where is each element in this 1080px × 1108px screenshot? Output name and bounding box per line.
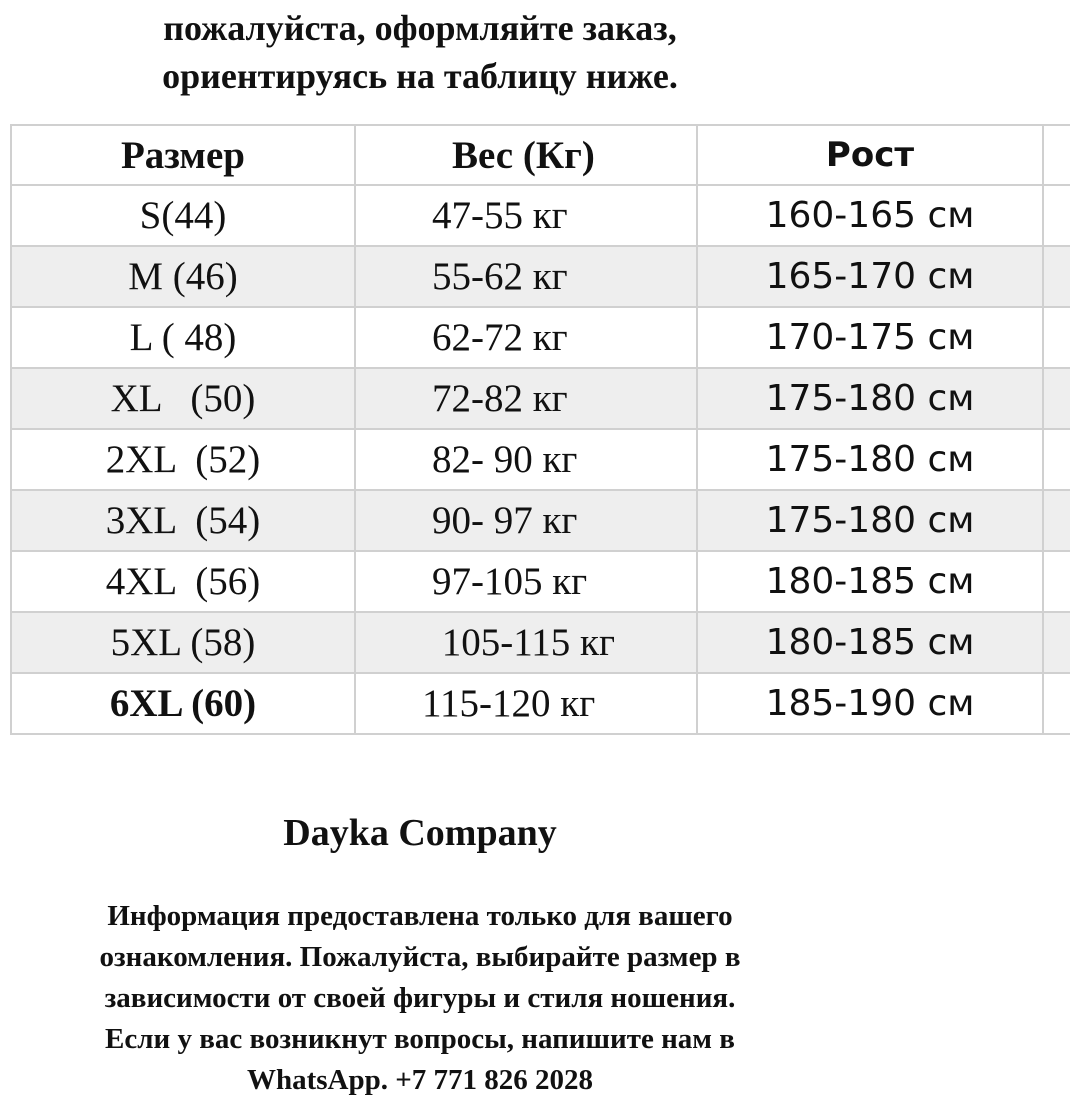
intro-line-1: пожалуйста, оформляйте заказ, — [163, 8, 677, 48]
weight-cell: 47-55 кг — [355, 185, 697, 246]
table-row — [11, 673, 1070, 734]
table-row — [11, 246, 1070, 307]
extra-cell — [1043, 185, 1070, 246]
size-cell: 4XL (56) — [11, 551, 355, 612]
note-line-1: Информация предоставлена только для вашего — [107, 900, 733, 932]
extra-cell — [1043, 368, 1070, 429]
weight-cell: 62-72 кг — [355, 307, 697, 368]
table-row — [11, 368, 1070, 429]
note-line-5: WhatsApp. +7 771 826 2028 — [246, 1064, 594, 1096]
size-cell: XL (50) — [11, 368, 355, 429]
size-cell: 3XL (54) — [11, 490, 355, 551]
header-weight: Вес (Кг) — [355, 125, 697, 185]
extra-cell — [1043, 612, 1070, 673]
table-row — [11, 612, 1070, 673]
weight-cell: 105-115 кг — [355, 612, 697, 673]
height-cell: 170-175 см — [697, 307, 1043, 368]
weight-cell: 90- 97 кг — [355, 490, 697, 551]
note-line-4: Если у вас возникнут вопросы, напишите нам в — [105, 1023, 735, 1055]
extra-cell — [1043, 551, 1070, 612]
size-table — [10, 124, 1070, 735]
size-cell: 5XL (58) — [11, 612, 355, 673]
weight-cell: 72-82 кг — [355, 368, 697, 429]
note-line-3: зависимости от своей фигуры и стиля ношения. — [104, 982, 736, 1014]
table-row — [11, 490, 1070, 551]
height-cell: 180-185 см — [697, 612, 1043, 673]
height-cell: 175-180 см — [697, 368, 1043, 429]
table-row — [11, 551, 1070, 612]
table-header-row — [11, 125, 1070, 185]
header-extra-column — [1043, 125, 1070, 185]
height-cell: 160-165 см — [697, 185, 1043, 246]
intro-line-2: ориентируясь на таблицу ниже. — [162, 56, 678, 96]
height-cell: 165-170 см — [697, 246, 1043, 307]
size-cell: M (46) — [11, 246, 355, 307]
table-row — [11, 429, 1070, 490]
size-cell: S(44) — [11, 185, 355, 246]
height-cell: 175-180 см — [697, 429, 1043, 490]
height-cell: 180-185 см — [697, 551, 1043, 612]
table-row — [11, 307, 1070, 368]
weight-cell: 115-120 кг — [355, 673, 697, 734]
note-line-2: ознакомления. Пожалуйста, выбирайте размер в — [99, 941, 741, 973]
height-cell: 175-180 см — [697, 490, 1043, 551]
extra-cell — [1043, 490, 1070, 551]
extra-cell — [1043, 307, 1070, 368]
weight-cell: 82- 90 кг — [355, 429, 697, 490]
header-height: Рост — [697, 125, 1043, 185]
table-row — [11, 185, 1070, 246]
size-cell: L ( 48) — [11, 307, 355, 368]
extra-cell — [1043, 673, 1070, 734]
extra-cell — [1043, 429, 1070, 490]
company-name: Dayka Company — [283, 812, 557, 854]
header-size: Размер — [11, 125, 355, 185]
extra-cell — [1043, 246, 1070, 307]
size-cell: 2XL (52) — [11, 429, 355, 490]
info-note — [20, 896, 820, 1101]
size-cell: 6XL (60) — [11, 673, 355, 734]
height-cell: 185-190 см — [697, 673, 1043, 734]
weight-cell: 97-105 кг — [355, 551, 697, 612]
intro-text — [60, 4, 780, 100]
weight-cell: 55-62 кг — [355, 246, 697, 307]
